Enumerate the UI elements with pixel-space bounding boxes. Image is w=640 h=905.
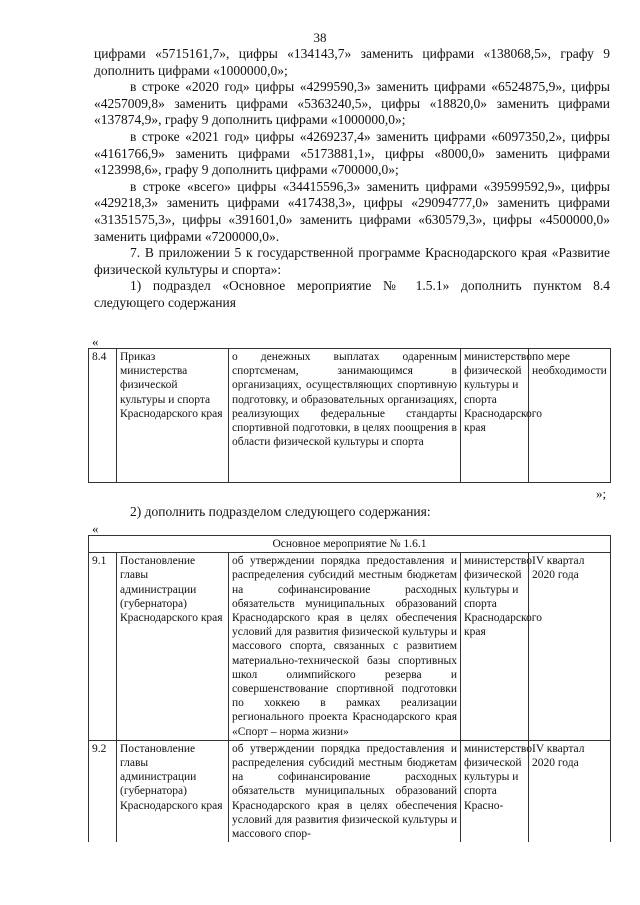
row-number: 9.2 bbox=[89, 740, 117, 842]
deadline: IV квартал 2020 года bbox=[529, 740, 611, 842]
table-row bbox=[89, 740, 611, 842]
row-number: 8.4 bbox=[89, 349, 117, 483]
subsection-heading: Основное мероприятие № 1.6.1 bbox=[89, 536, 611, 553]
deadline: по мере необходимости bbox=[529, 349, 611, 483]
executor: министерство физической культуры и спорта Краснодарского края bbox=[461, 553, 529, 741]
paragraph-2: в строке «2020 год» цифры «4299590,3» заменить цифрами «6524875,9», цифры «4257009,8» заменить цифрами «5363240,5», цифры «18820,0» заменить цифрами «137874,9», графу 9 дополнить цифрами «1000000,0»; bbox=[94, 79, 610, 128]
document-type: Постановление главы администрации (губернатора) Краснодарского края bbox=[117, 740, 229, 842]
document-type: Постановление главы администрации (губернатора) Краснодарского края bbox=[117, 553, 229, 741]
body-text-bottom bbox=[94, 504, 610, 521]
document-content: об утверждении порядка предоставления и распределения субсидий местным бюджетам на софинансирование расходных обязательств муниципальных образований Краснодарского края в целях обеспечения условий для развития физической культуры и массового спор- bbox=[229, 740, 461, 842]
table-row bbox=[89, 349, 611, 483]
paragraph-3: в строке «2021 год» цифры «4269237,4» заменить цифрами «6097350,2», цифры «4161766,9» заменить цифрами «5173881,1», цифры «8000,0» заменить цифрами «123998,6», графу 9 дополнить цифрами «700000,0»; bbox=[94, 128, 610, 178]
document-content: о денежных выплатах одаренным спортсменам, занимающимся в организациях, осуществляющих спортивную подготовку, и образовательных организациях, реализующих федеральные стандарты спортивной подготовки, в целях поощрения в области физической культуры и спорта bbox=[229, 349, 461, 483]
document-content: об утверждении порядка предоставления и распределения субсидий местным бюджетам на софинансирование расходных обязательств муниципальных образований Краснодарского края в целях обеспечения условий для развития физической культуры и массового спорта, связанных с развитием материально-технической базы спортивных школ олимпийского резерва и совершенствование спортивной подготовки по хоккею в рамках реализации регионального проекта Краснодарского края «Спорт – норма жизни» bbox=[229, 553, 461, 741]
table-subsection-1-6-1 bbox=[88, 535, 611, 842]
table-row bbox=[89, 553, 611, 741]
paragraph-4: в строке «всего» цифры «34415596,3» заменить цифрами «39599592,9», цифры «429218,3» заменить цифрами «417438,3», цифры «29094777,0» заменить цифрами «31351575,3», цифры «391601,0» заменить цифрами «630579,3», цифры «4500000,0» заменить цифрами «7200000,0». bbox=[94, 178, 610, 244]
deadline: IV квартал 2020 года bbox=[529, 553, 611, 741]
body-text-top bbox=[94, 46, 610, 312]
page-number: 38 bbox=[313, 30, 327, 45]
paragraph-6: 1) подраздел «Основное мероприятие № 1.5.1» дополнить пунктом 8.4 следующего содержания bbox=[94, 278, 610, 310]
open-quote-1: « bbox=[92, 334, 99, 349]
executor: министерство физической культуры и спорта Краснодарского края bbox=[461, 349, 529, 483]
paragraph-1: цифрами «5715161,7», цифры «134143,7» заменить цифрами «138068,5», графу 9 дополнить цифрами «1000000,0»; bbox=[94, 46, 610, 78]
open-quote-2: « bbox=[92, 521, 99, 536]
table-item-8-4 bbox=[88, 348, 611, 483]
paragraph-7: 2) дополнить подразделом следующего содержания: bbox=[130, 504, 431, 519]
document-type: Приказ министерства физической культуры и спорта Краснодарского края bbox=[117, 349, 229, 483]
executor: министерство физической культуры и спорта Красно- bbox=[461, 740, 529, 842]
row-number: 9.1 bbox=[89, 553, 117, 741]
table-heading-row bbox=[89, 536, 611, 553]
paragraph-5: 7. В приложении 5 к государственной программе Краснодарского края «Развитие физической культуры и спорта»: bbox=[94, 245, 610, 277]
close-quote: »; bbox=[596, 486, 607, 501]
